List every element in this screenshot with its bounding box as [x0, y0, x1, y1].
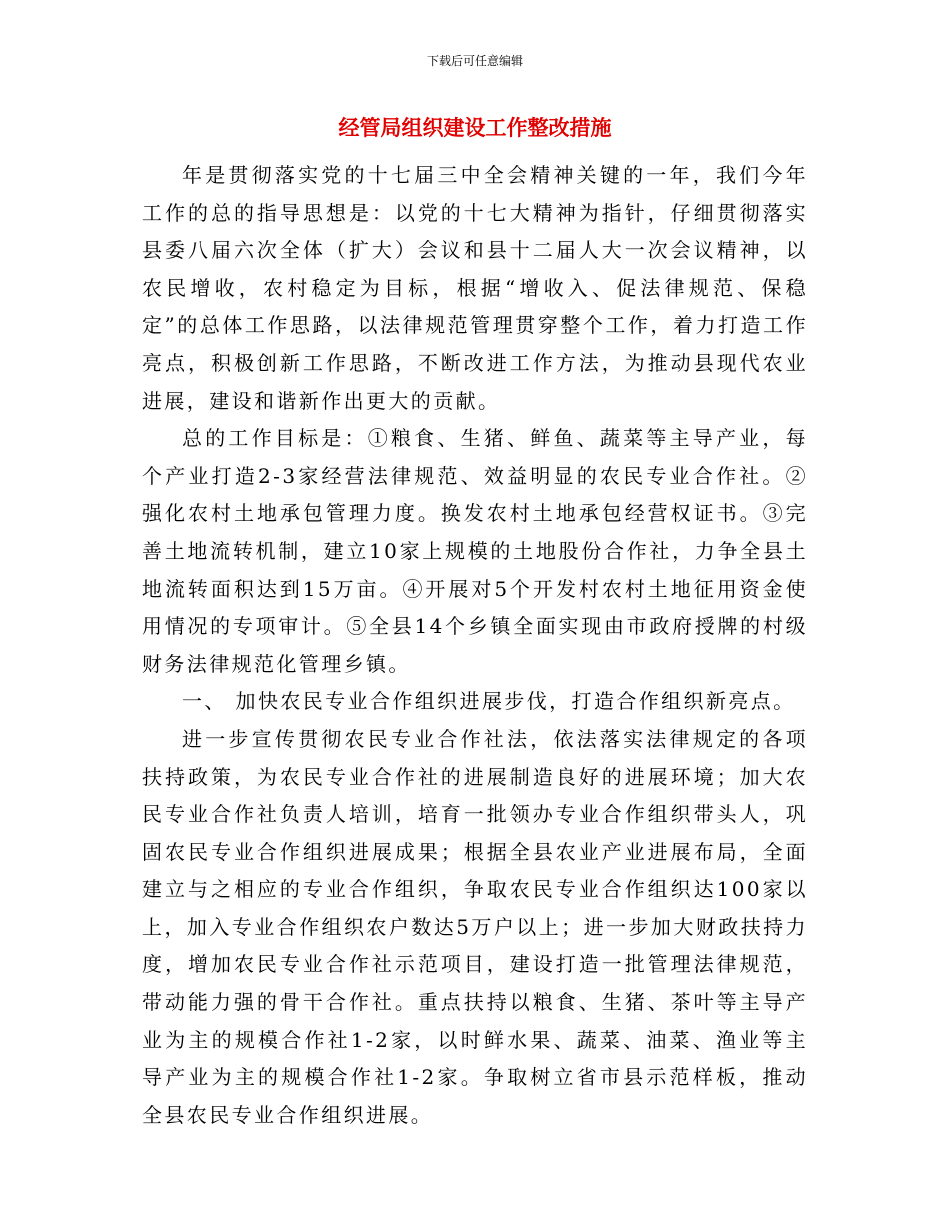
paragraph-guiding-ideology: 年是贯彻落实党的十七届三中全会精神关键的一年，我们今年工作的总的指导思想是：以党的十七大精神为指针，仔细贯彻落实县委八届六次全体（扩大）会议和县十二届人大一次会议精神，以农民增收，农村稳定为目标，根据“增收入、促法律规范、保稳定”的总体工作思路，以法律规范管理贯穿整个工作，着力打造工作亮点，积极创新工作思路，不断改进工作方法，为推动县现代农业进展，建设和谐新作出更大的贡献。 [142, 163, 808, 413]
paragraph-cooperatives: 进一步宣传贯彻农民专业合作社法，依法落实法律规定的各项扶持政策，为农民专业合作社的进展制造良好的进展环境；加大农民专业合作社负责人培训，培育一批领办专业合作组织带头人，巩固农民专业合作组织进展成果；根据全县农业产业进展布局，全面建立与之相应的专业合作组织，争取农民专业合作组织达100家以上，加入专业合作组织农户数达5万户以上；进一步加大财政扶持力度，增加农民专业合作社示范项目，建设打造一批管理法律规范，带动能力强的骨干合作社。重点扶持以粮食、生猪、茶叶等主导产业为主的规模合作社1-2家，以时鲜水果、蔬菜、油菜、渔业等主导产业为主的规模合作社1-2家。争取树立省市县示范样板，推动全县农民专业合作组织进展。 [142, 726, 808, 1127]
document-body [142, 157, 808, 1134]
document-title: 经管局组织建设工作整改措施 [338, 115, 612, 140]
section-heading-1: 一、 加快农民专业合作组织进展步伐，打造合作组织新亮点。 [182, 689, 796, 714]
paragraph-work-goals: 总的工作目标是：①粮食、生猪、鲜鱼、蔬菜等主导产业，每个产业打造2-3家经营法律规范、效益明显的农民专业合作社。②强化农村土地承包管理力度。换发农村土地承包经营权证书。③完善土地流转机制，建立10家上规模的土地股份合作社，力争全县土地流转面积达到15万亩。④开展对5个开发村农村土地征用资金使用情况的专项审计。⑤全县14个乡镇全面实现由市政府授牌的村级财务法律规范化管理乡镇。 [142, 426, 808, 676]
page-header-note: 下载后可任意编辑 [426, 54, 523, 68]
